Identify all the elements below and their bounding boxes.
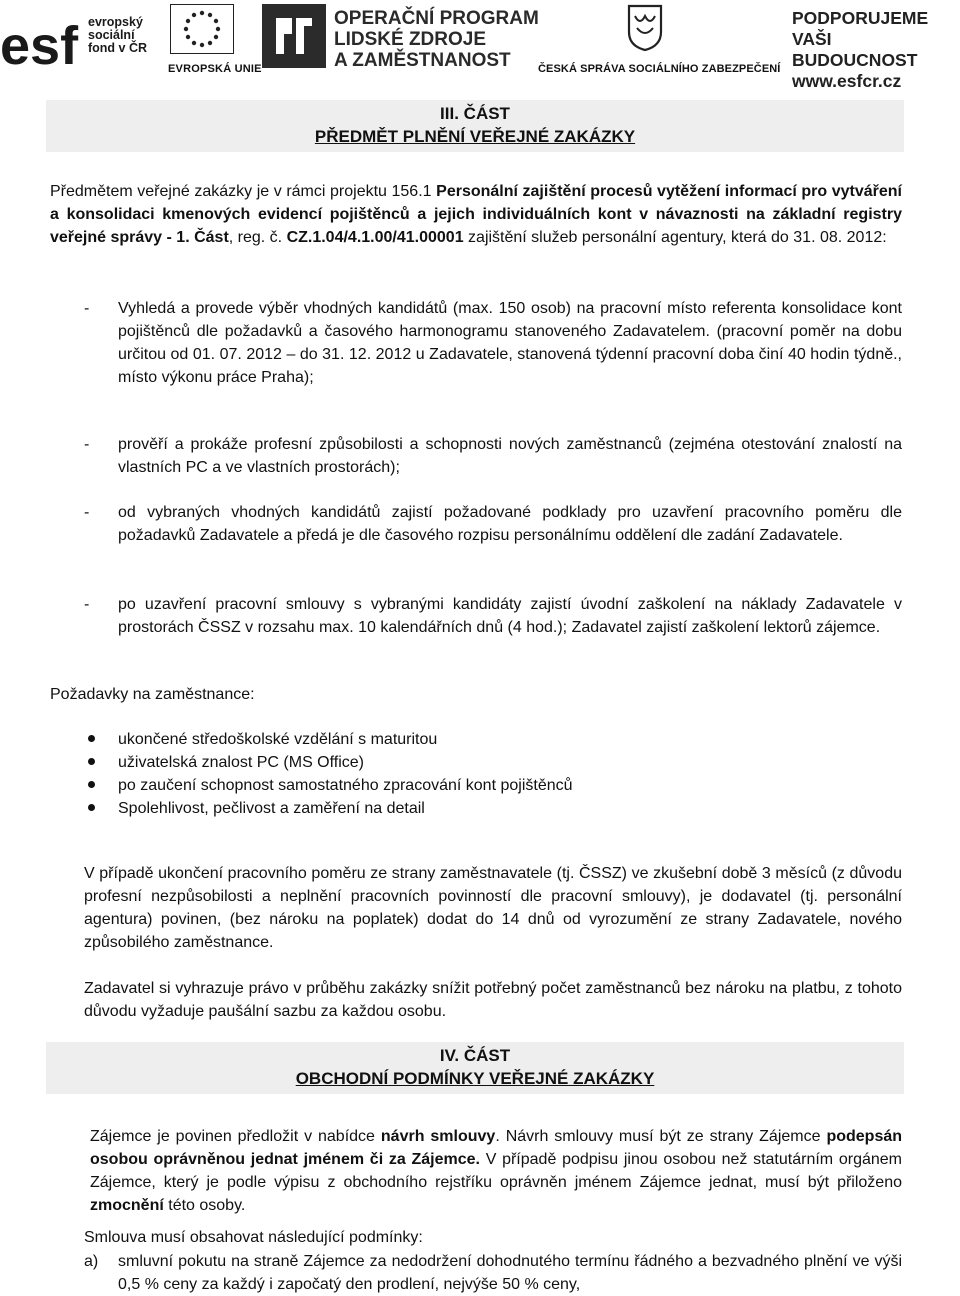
dash-item-2: prověří a prokáže profesní způsobilosti a schopnosti nových zaměstnanců (zejména otestování znalostí na vlastních PC a ve vlastních prostorách); [118,436,902,476]
requirements-heading: Požadavky na zaměstnance: [50,686,255,703]
support-slogan: PODPORUJEME VAŠI BUDOUCNOST www.esfcr.cz [792,8,960,92]
section-3-title: PŘEDMĚT PLNĚNÍ VEŘEJNÉ ZAKÁZKY [314,127,636,146]
reserve-paragraph: Zadavatel si vyhrazuje právo v průběhu zakázky snížit potřebný počet zaměstnanců bez nároku na platbu, z tohoto důvodu vyžaduje paušální sazbu za každou osobu. [84,980,902,1020]
esf-caption: evropský sociální fond v ČR [88,15,148,55]
dash-item-4: po uzavření pracovní smlouvy s vybranými kandidáty zajistí úvodní zaškolení na náklady Zadavatele v prostorách ČSSZ v rozsahu max. 10 kalendářních dnů (4 hod.); Zadavatel zajistí zaškolení lektorů zájemce. [118,596,902,636]
dash-item-1: Vyhledá a provede výběr vhodných kandidátů (max. 150 osob) na pracovní místo referenta konsolidace kont pojištěnců dle požadavků a časového harmonogramu stanoveného Zadavatelem. (pracovní poměr na dobu určitou od 01. 07. 2012 – do 31. 12. 2012 u Zadavatele, stanovená týdenní pracovní doba činí 40 hodin týdně., místo výkonu práce Praha); [118,300,902,386]
section-3-heading [46,100,904,152]
termination-paragraph: V případě ukončení pracovního poměru ze strany zaměstnavatele (tj. ČSSZ) ve zkušební době 3 měsíců (z důvodu profesní nezpůsobilosti a neplnění pracovních povinností dle pracovní smlouvy), je dodavatel (tj. personální agentura) povinen, (bez nároku na poplatek) dodat do 14 dnů od vyrozumění ze strany Zadavatele, nového způsobilého zaměstnance. [84,865,902,951]
cssz-caption: ČESKÁ SPRÁVA SOCIÁLNÍHO ZABEZPEČENÍ [538,63,781,75]
condition-a: smluvní pokutu na straně Zájemce za nedodržení dohodnutého termínu řádného a bezvadného plnění ve výši 0,5 % ceny za každý i započatý den prodlení, nejvýše 50 % ceny, [118,1253,902,1293]
section-3-intro: Předmětem veřejné zakázky je v rámci projektu 156.1 Personální zajištění procesů vytěžení informací pro vytváření a konsolidaci kmenových evidencí pojištěnců a jejich individuálních kont v návaznosti na základní registry veřejné správy - 1. Část, reg. č. CZ.1.04/4.1.00/41.00001 zajištění služeb personální agentury, která do 31. 08. 2012: [50,183,902,246]
requirement-item-2: uživatelská znalost PC (MS Office) [118,754,365,771]
bullet-icon [88,804,95,811]
dash-marker: - [84,300,90,317]
section-4-heading [46,1042,904,1094]
section-4-number: IV. ČÁST [439,1046,511,1065]
section-4-title: OBCHODNÍ PODMÍNKY VEŘEJNÉ ZAKÁZKY [295,1069,655,1088]
bullet-icon [88,735,95,742]
conditions-heading: Smlouva musí obsahovat následující podmínky: [84,1229,423,1246]
cssz-emblem-icon [625,2,665,52]
bullet-icon [88,758,95,765]
svg-text:esf: esf [0,16,79,76]
eu-flag-icon [170,4,234,54]
dash-item-3: od vybraných vhodných kandidátů zajistí požadované podklady pro uzavření pracovního poměru dle požadavků Zadavatele a předá je dle časového rozpisu personálnímu oddělení dle zadání Zadavatele. [118,504,902,544]
logo-header [0,0,960,91]
dash-marker: - [84,504,90,521]
dash-marker: - [84,596,90,613]
bullet-icon [88,781,95,788]
requirement-item-1: ukončené středoškolské vzdělání s maturitou [118,731,438,748]
op-ministry-emblem-icon [262,4,326,68]
section-3-number: III. ČÁST [440,104,510,123]
eu-caption: EVROPSKÁ UNIE [168,63,262,75]
requirement-item-3: po zaučení schopnost samostatného zpracování kont pojištěnců [118,777,573,794]
requirement-item-4: Spolehlivost, pečlivost a zaměření na detail [118,800,425,817]
contract-paragraph: Zájemce je povinen předložit v nabídce návrh smlouvy. Návrh smlouvy musí být ze strany Zájemce podepsán osobou oprávněnou jednat jménem či za Zájemce. V případě podpisu jinou osobou než statutárním orgánem Zájemce, který je podle výpisu z obchodního rejstříku oprávněn jménem Zájemce jednat, musí být přiloženo zmocnění této osoby. [90,1128,903,1214]
esf-logo-icon [0,2,82,76]
esf-website-link[interactable]: www.esfcr.cz [792,71,902,91]
op-program-title: OPERAČNÍ PROGRAM LIDSKÉ ZDROJE A ZAMĚSTNANOST [334,8,539,71]
condition-marker: a) [84,1253,99,1270]
dash-marker: - [84,436,90,453]
